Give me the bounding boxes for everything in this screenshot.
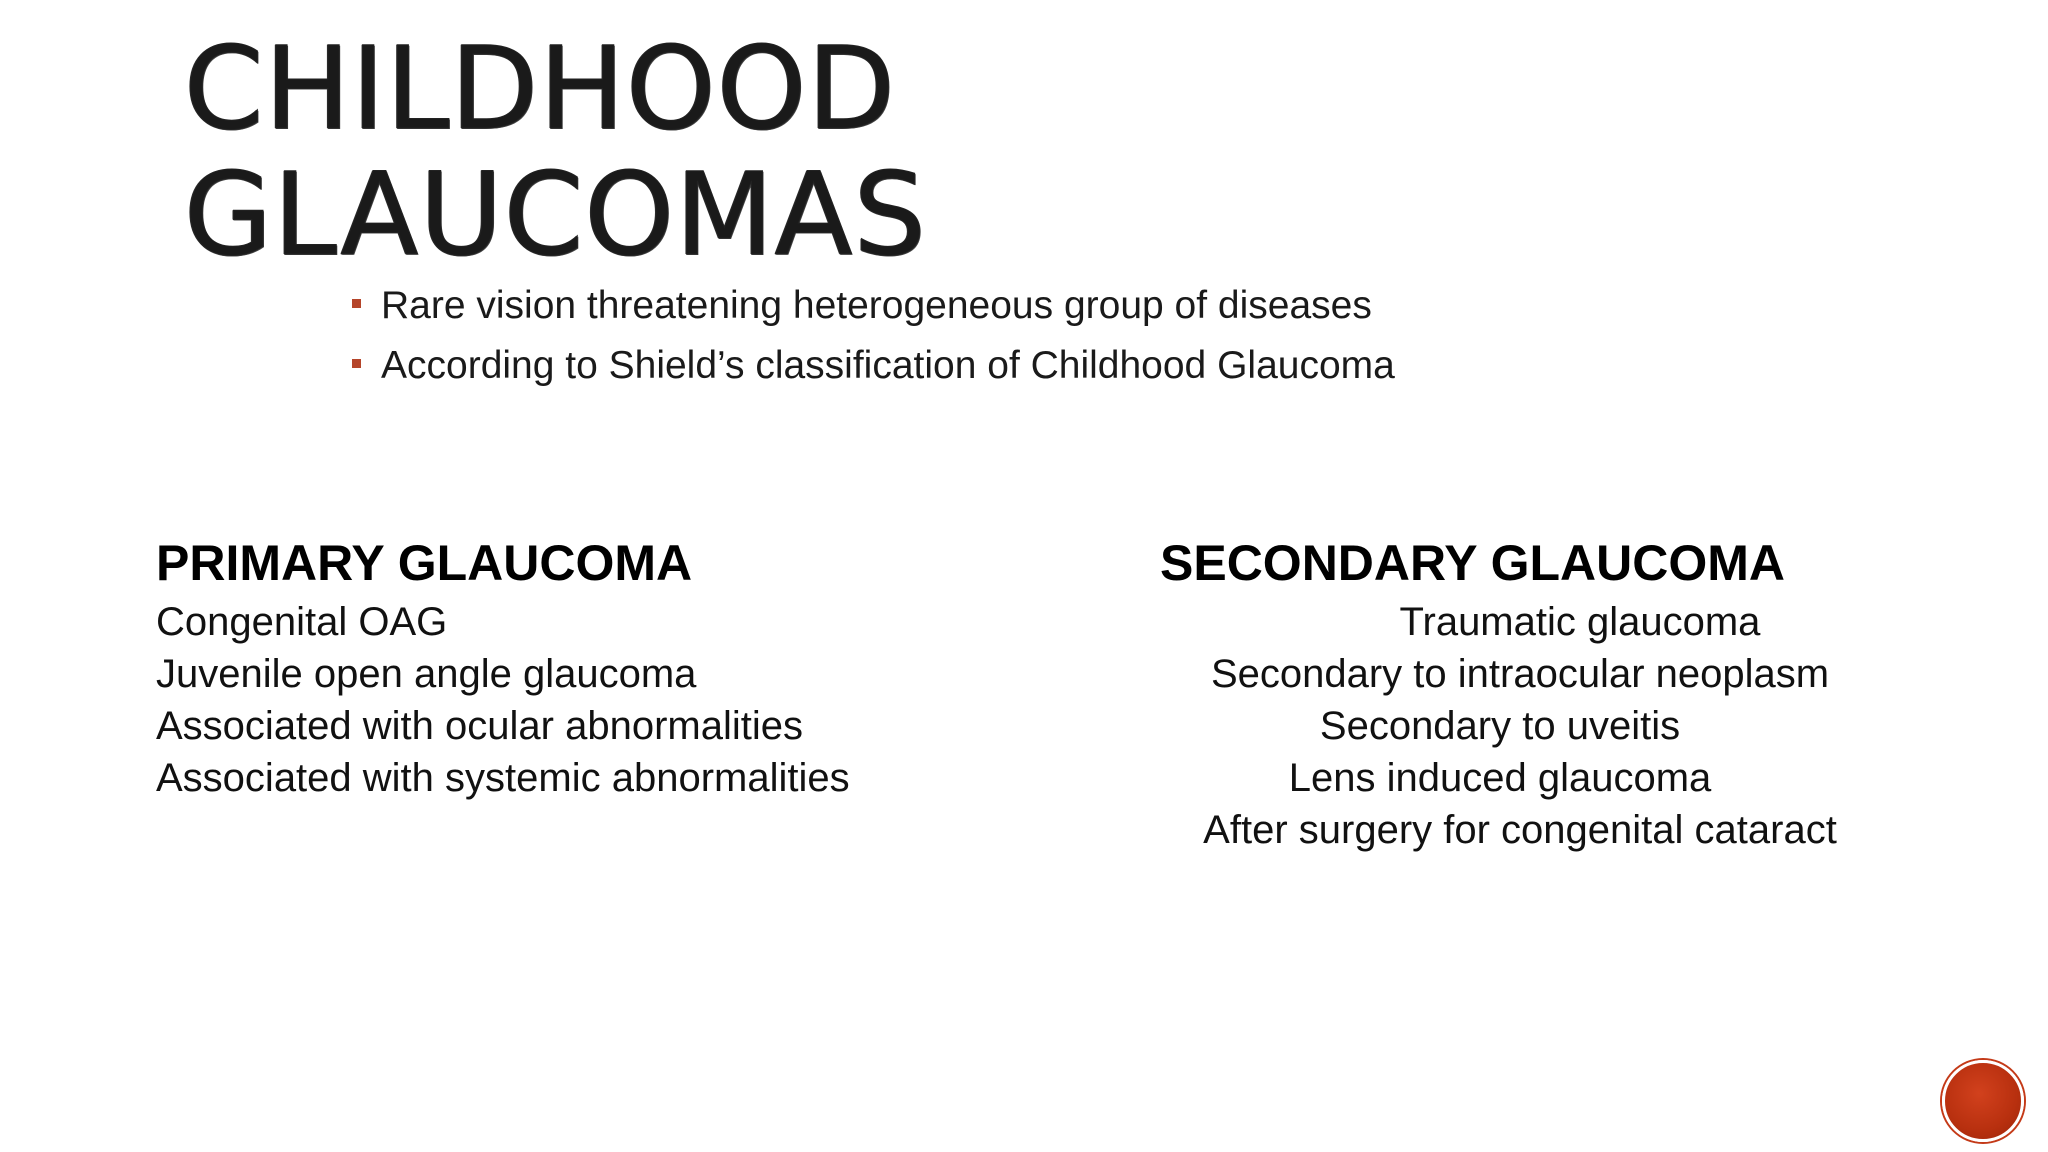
secondary-list-item: Lens induced glaucoma	[1288, 756, 1712, 800]
secondary-list-item: After surgery for congenital cataract	[1203, 808, 1837, 852]
primary-list-item: Congenital OAG	[156, 600, 448, 644]
square-bullet-icon	[352, 359, 361, 368]
bullet-text: According to Shield’s classification of Childhood Glaucoma	[381, 344, 1395, 387]
secondary-list-item: Secondary to intraocular neoplasm	[1210, 652, 1830, 696]
red-circle-nav-button-icon[interactable]	[1942, 1060, 2024, 1142]
primary-glaucoma-column	[156, 530, 850, 804]
secondary-glaucoma-column	[1160, 530, 1880, 856]
secondary-list	[1160, 596, 1880, 856]
primary-list-item: Associated with systemic abnormalities	[156, 756, 850, 800]
slide-title	[184, 22, 927, 281]
bullet-item	[352, 276, 1395, 336]
bullet-text: Rare vision threatening heterogeneous group of diseases	[381, 284, 1372, 327]
intro-bullet-list	[352, 276, 1395, 396]
primary-list	[156, 596, 850, 804]
primary-list-item: Associated with ocular abnormalities	[156, 704, 803, 748]
square-bullet-icon	[352, 299, 361, 308]
primary-list-item: Juvenile open angle glaucoma	[156, 652, 697, 696]
title-line-1: CHILDHOOD	[184, 22, 897, 155]
bullet-item	[352, 336, 1395, 396]
secondary-list-item: Traumatic glaucoma	[1399, 600, 1761, 644]
secondary-heading: SECONDARY GLAUCOMA	[1160, 535, 1786, 591]
secondary-list-item: Secondary to uveitis	[1319, 704, 1681, 748]
title-line-2: GLAUCOMAS	[184, 148, 927, 281]
primary-heading: PRIMARY GLAUCOMA	[156, 535, 693, 591]
